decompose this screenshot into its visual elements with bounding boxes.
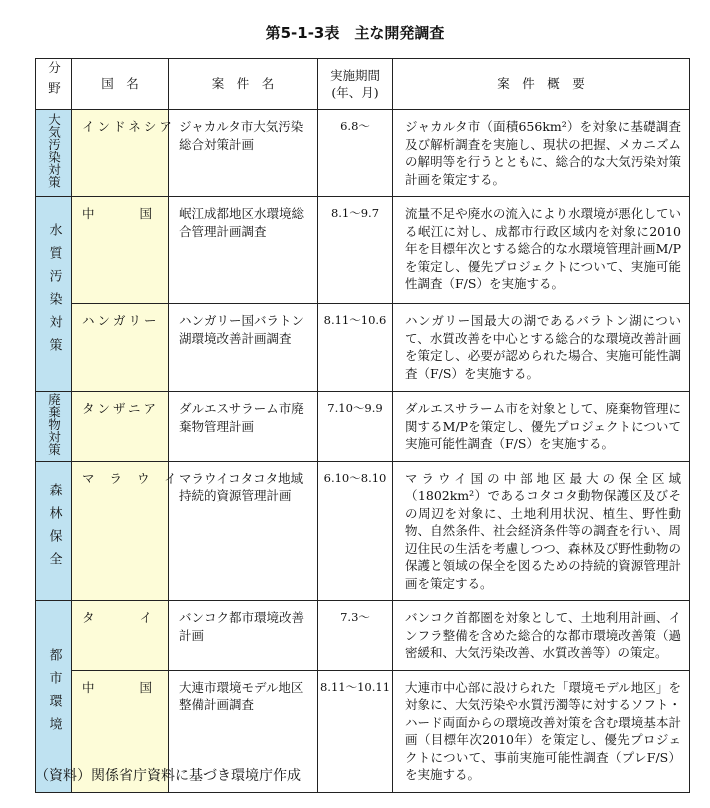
header-project: 案 件 名 (169, 59, 318, 110)
period-cell: 7.3～ (318, 601, 393, 671)
table-header-row (36, 59, 690, 110)
table-row (36, 304, 690, 392)
project-cell: ジャカルタ市大気汚染総合対策計画 (169, 110, 318, 197)
project-cell: 大連市環境モデル地区整備計画調査 (169, 670, 318, 792)
summary-cell: 大連市中心部に設けられた「環境モデル地区」を対象に、大気汚染や水質汚濁等に対するソフト・ハード両面からの環境改善対策を含む環境基本計画（目標年次2010年）を策定し、優先プロジェクトについて、事前実施可能性調査（プレF/S）を実施する。 (393, 670, 690, 792)
header-summary: 案 件 概 要 (393, 59, 690, 110)
period-cell: 8.11～10.11 (318, 670, 393, 792)
project-cell: ハンガリー国バラトン湖環境改善計画調査 (169, 304, 318, 392)
header-period-line2: (年、月) (331, 85, 379, 100)
table-row (36, 110, 690, 197)
field-label: 水質汚染対策 (46, 222, 62, 361)
country-cell: マラウイ (72, 461, 169, 601)
field-cell-water (36, 197, 72, 392)
period-cell: 8.1～9.7 (318, 197, 393, 304)
header-period-line1: 実施期間 (329, 67, 380, 83)
country-char: 国 (139, 206, 152, 221)
country-cell: タンザニア (72, 392, 169, 462)
table-row (36, 392, 690, 462)
header-period (318, 59, 393, 110)
country-char: 国 (139, 679, 152, 695)
source-note: （資料）関係省庁資料に基づき環境庁作成 (35, 768, 301, 784)
field-label: 都市環境 (46, 648, 62, 740)
period-cell: 6.8～ (318, 110, 393, 197)
field-cell-urban (36, 601, 72, 793)
period-cell: 7.10～9.9 (318, 392, 393, 462)
field-cell-air (36, 110, 72, 197)
field-label: 廃棄物対策 (46, 392, 62, 456)
period-cell: 6.10～8.10 (318, 461, 393, 601)
period-cell: 8.11～10.6 (318, 304, 393, 392)
field-cell-forest (36, 461, 72, 601)
country-char: タ (82, 610, 95, 625)
summary-cell: ジャカルタ市（面積656km²）を対象に基礎調査及び解析調査を実施し、現状の把握、メカニズムの解明等を行うとともに、総合的な大気汚染対策計画を策定する。 (393, 110, 690, 197)
header-field (36, 59, 72, 110)
summary-cell: マラウイ国の中部地区最大の保全区域（1802km²）であるコタコタ動物保護区及びその周辺を対象に、土地利用状況、植生、野性動物、自然条件、社会経済条件等の調査を行い、周辺住民の生活を考慮しつつ、森林及び野性動物の保護と領域の保全を図るための持続的資源管理計画を策定する。 (393, 461, 690, 601)
country-cell (72, 601, 169, 671)
country-cell (72, 197, 169, 304)
project-cell: ダルエスサラーム市廃棄物管理計画 (169, 392, 318, 462)
table-row (36, 461, 690, 601)
country-char: 中 (82, 206, 95, 221)
field-label: 森林保全 (46, 482, 62, 575)
summary-cell: ハンガリー国最大の湖であるバラトン湖について、水質改善を中心とする総合的な環境改善計画を策定し、必要が認められた場合、実施可能性調査（F/S）を実施する。 (393, 304, 690, 392)
country-char: 中 (82, 679, 95, 695)
header-field-label: 分野 (46, 61, 62, 103)
field-cell-waste (36, 392, 72, 462)
development-survey-table (35, 58, 690, 793)
project-cell: マラウイコタコタ地域持続的資源管理計画 (169, 461, 318, 601)
header-country: 国 名 (72, 59, 169, 110)
table-title: 第5-1-3表 主な開発調査 (265, 24, 445, 42)
table-row (36, 197, 690, 304)
country-cell: インドネシア (72, 110, 169, 197)
summary-cell: 流量不足や廃水の流入により水環境が悪化している岷江に対し、成都市行政区域内を対象に2010年を目標年次とする総合的な水環境管理計画M/Pを策定し、優先プロジェクトについて、実施可能性調査（F/S）を実施する。 (393, 197, 690, 304)
summary-cell: バンコク首都圏を対象として、土地利用計画、インフラ整備を含めた総合的な都市環境改善策（過密緩和、大気汚染改善、水質改善等）の策定。 (393, 601, 690, 671)
table-row (36, 601, 690, 671)
country-char: イ (139, 610, 152, 625)
project-cell: バンコク都市環境改善計画 (169, 601, 318, 671)
project-cell: 岷江成都地区水環境総合管理計画調査 (169, 197, 318, 304)
field-label: 大気汚染対策 (46, 113, 62, 189)
country-cell: ハンガリー (72, 304, 169, 392)
summary-cell: ダルエスサラーム市を対象として、廃棄物管理に関するM/Pを策定し、優先プロジェクトについて実施可能性調査（F/S）を実施する。 (393, 392, 690, 462)
